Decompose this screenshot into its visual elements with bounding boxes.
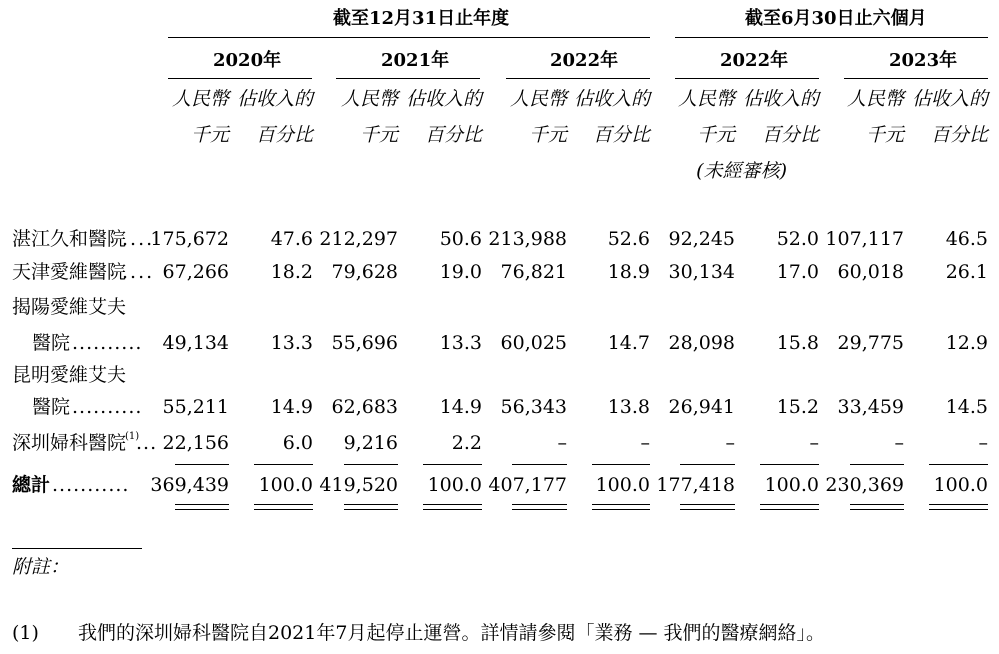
- year-header-5: 2023年: [889, 50, 958, 71]
- footnote-ref: (1): [125, 431, 140, 442]
- total-double-rule: [680, 504, 735, 505]
- group-header-fiscal-year: 截至12月31日止年度: [333, 8, 510, 29]
- year-rule-3: [506, 78, 650, 79]
- row-leader-dots: ....: [122, 228, 155, 250]
- table-cell: 28,098: [668, 332, 735, 354]
- table-cell: 55,696: [331, 332, 398, 354]
- year-rule-4: [675, 78, 819, 79]
- table-cell: 92,245: [668, 228, 735, 250]
- year-header-4: 2022年: [720, 50, 789, 71]
- table-cell: 15.8: [776, 332, 819, 354]
- table-cell: 17.0: [776, 261, 819, 283]
- total-cell: 177,418: [656, 474, 735, 496]
- footnote-rule: [12, 548, 142, 549]
- table-cell: 52.6: [607, 228, 650, 250]
- table-cell: 33,459: [837, 396, 904, 418]
- table-cell: 18.9: [607, 261, 650, 283]
- unaudited-note: (未經審核): [696, 160, 787, 182]
- table-cell: 22,156: [162, 432, 229, 454]
- table-cell: 47.6: [270, 228, 313, 250]
- row-label: 揭陽愛維艾夫: [12, 296, 127, 318]
- pct-header-4-line-2: 百分比: [761, 124, 819, 146]
- rmb-header-2-line-2: 千元: [359, 124, 398, 146]
- year-rule-2: [336, 78, 480, 79]
- table-cell: 52.0: [776, 228, 819, 250]
- group-rule-six-months: [675, 37, 988, 38]
- row-label-continued: 醫院: [32, 332, 71, 354]
- row-label-continued: 醫院: [32, 396, 71, 418]
- row-leader-dots: ..........: [72, 332, 143, 354]
- subtotal-rule: [592, 464, 650, 465]
- total-double-rule: [929, 509, 988, 510]
- table-cell: 15.2: [776, 396, 819, 418]
- table-cell: 13.3: [270, 332, 313, 354]
- total-cell: 407,177: [488, 474, 567, 496]
- total-double-rule: [254, 504, 313, 505]
- total-double-rule: [512, 504, 567, 505]
- row-leader-dots: ...: [136, 432, 158, 454]
- table-cell: 13.8: [607, 396, 650, 418]
- pct-header-2-line-1: 佔收入的: [405, 88, 482, 110]
- group-header-six-months: 截至6月30日止六個月: [745, 8, 927, 29]
- rmb-header-2-line-1: 人民幣: [340, 88, 398, 110]
- footnote-text: 我們的深圳婦科醫院自2021年7月起停止運營。詳情請參閱「業務 — 我們的醫療網絡」。: [78, 622, 826, 644]
- total-double-rule: [344, 504, 398, 505]
- rmb-header-1-line-1: 人民幣: [171, 88, 229, 110]
- subtotal-rule: [423, 464, 482, 465]
- table-cell: 49,134: [162, 332, 229, 354]
- table-cell: 18.2: [270, 261, 313, 283]
- table-cell: 213,988: [488, 228, 567, 250]
- table-cell: 9,216: [343, 432, 398, 454]
- total-double-rule: [423, 509, 482, 510]
- subtotal-rule: [512, 464, 567, 465]
- table-cell: 14.9: [439, 396, 482, 418]
- table-cell: 60,018: [837, 261, 904, 283]
- table-cell: –: [640, 432, 650, 454]
- total-cell: 230,369: [825, 474, 904, 496]
- table-cell: –: [809, 432, 819, 454]
- total-cell: 100.0: [933, 474, 988, 496]
- footnote-marker: (1): [12, 622, 39, 644]
- table-cell: 56,343: [500, 396, 567, 418]
- subtotal-rule: [850, 464, 904, 465]
- subtotal-rule: [175, 464, 229, 465]
- total-double-rule: [850, 504, 904, 505]
- rmb-header-4-line-1: 人民幣: [677, 88, 735, 110]
- pct-header-2-line-2: 百分比: [424, 124, 482, 146]
- table-cell: 60,025: [500, 332, 567, 354]
- pct-header-5-line-2: 百分比: [930, 124, 988, 146]
- subtotal-rule: [760, 464, 819, 465]
- total-double-rule: [175, 504, 229, 505]
- year-rule-5: [844, 78, 988, 79]
- pct-header-3-line-2: 百分比: [592, 124, 650, 146]
- group-rule-fiscal-year: [168, 37, 650, 38]
- total-cell: 100.0: [764, 474, 819, 496]
- total-double-rule: [680, 509, 735, 510]
- notes-heading: 附註：: [12, 556, 70, 578]
- row-label: 湛江久和醫院: [12, 228, 127, 250]
- table-cell: 76,821: [500, 261, 567, 283]
- year-rule-1: [168, 78, 312, 79]
- total-leader-dots: ...........: [52, 474, 130, 496]
- year-header-3: 2022年: [550, 50, 619, 71]
- table-cell: 29,775: [837, 332, 904, 354]
- row-label: 天津愛維醫院: [12, 261, 127, 283]
- row-leader-dots: ..........: [72, 396, 143, 418]
- total-double-rule: [344, 509, 398, 510]
- table-cell: 2.2: [451, 432, 482, 454]
- table-cell: 26.1: [945, 261, 988, 283]
- total-label: 總計: [12, 474, 51, 496]
- table-cell: 50.6: [439, 228, 482, 250]
- pct-header-3-line-1: 佔收入的: [573, 88, 650, 110]
- year-header-2: 2021年: [381, 50, 450, 71]
- subtotal-rule: [344, 464, 398, 465]
- table-cell: 19.0: [439, 261, 482, 283]
- total-cell: 100.0: [595, 474, 650, 496]
- table-cell: 212,297: [319, 228, 398, 250]
- rmb-header-4-line-2: 千元: [696, 124, 735, 146]
- rmb-header-5-line-1: 人民幣: [846, 88, 904, 110]
- table-cell: 62,683: [331, 396, 398, 418]
- subtotal-rule: [929, 464, 988, 465]
- subtotal-rule: [680, 464, 735, 465]
- pct-header-4-line-1: 佔收入的: [742, 88, 819, 110]
- rmb-header-3-line-2: 千元: [528, 124, 567, 146]
- table-cell: –: [557, 432, 567, 454]
- table-cell: 14.9: [270, 396, 313, 418]
- total-double-rule: [592, 504, 650, 505]
- year-header-1: 2020年: [213, 50, 282, 71]
- total-cell: 419,520: [319, 474, 398, 496]
- total-double-rule: [175, 509, 229, 510]
- rmb-header-5-line-2: 千元: [865, 124, 904, 146]
- table-cell: –: [725, 432, 735, 454]
- total-cell: 100.0: [427, 474, 482, 496]
- table-cell: 30,134: [668, 261, 735, 283]
- table-cell: 26,941: [668, 396, 735, 418]
- pct-header-5-line-1: 佔收入的: [911, 88, 988, 110]
- table-cell: 46.5: [945, 228, 988, 250]
- rmb-header-3-line-1: 人民幣: [509, 88, 567, 110]
- total-double-rule: [929, 504, 988, 505]
- table-cell: 13.3: [439, 332, 482, 354]
- table-cell: 6.0: [282, 432, 313, 454]
- total-cell: 100.0: [258, 474, 313, 496]
- table-cell: 175,672: [150, 228, 229, 250]
- rmb-header-1-line-2: 千元: [190, 124, 229, 146]
- table-cell: 107,117: [825, 228, 904, 250]
- table-cell: –: [894, 432, 904, 454]
- total-double-rule: [760, 509, 819, 510]
- row-label: 深圳婦科醫院: [12, 432, 127, 454]
- row-label: 昆明愛維艾夫: [12, 364, 127, 386]
- table-cell: 67,266: [162, 261, 229, 283]
- total-double-rule: [423, 504, 482, 505]
- total-double-rule: [592, 509, 650, 510]
- pct-header-1-line-1: 佔收入的: [236, 88, 313, 110]
- table-cell: –: [978, 432, 988, 454]
- total-double-rule: [254, 509, 313, 510]
- total-double-rule: [850, 509, 904, 510]
- table-cell: 12.9: [945, 332, 988, 354]
- table-cell: 14.7: [607, 332, 650, 354]
- table-cell: 14.5: [945, 396, 988, 418]
- subtotal-rule: [254, 464, 313, 465]
- pct-header-1-line-2: 百分比: [255, 124, 313, 146]
- total-cell: 369,439: [150, 474, 229, 496]
- table-cell: 55,211: [162, 396, 229, 418]
- total-double-rule: [512, 509, 567, 510]
- total-double-rule: [760, 504, 819, 505]
- table-cell: 79,628: [331, 261, 398, 283]
- row-leader-dots: ....: [122, 261, 155, 283]
